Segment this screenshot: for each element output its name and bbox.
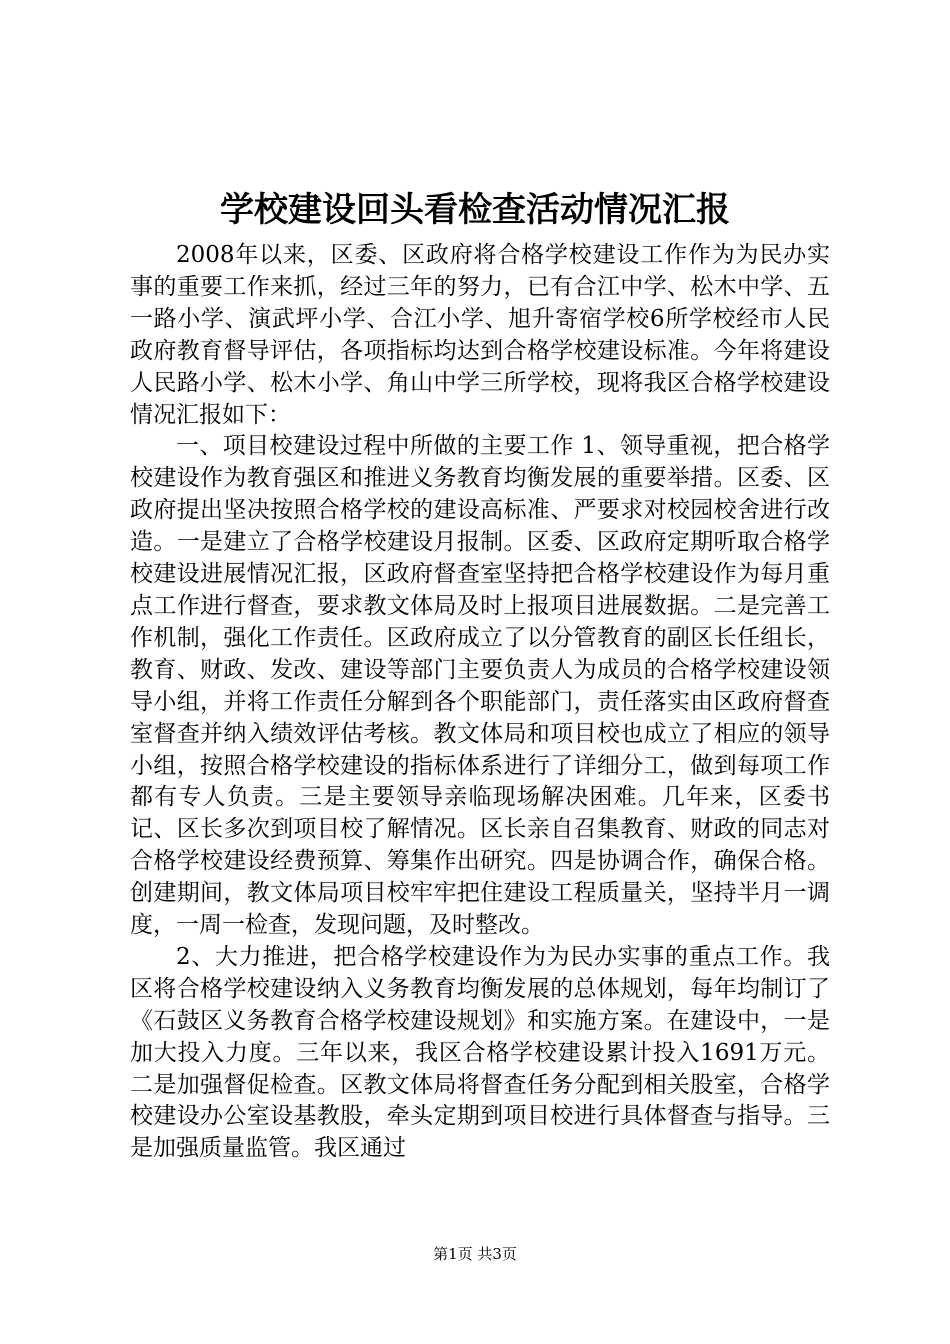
document-title: 学校建设回头看检查活动情况汇报 [220, 190, 730, 230]
paragraph-intro: 2008年以来，区委、区政府将合格学校建设工作作为为民办实事的重要工作来抓，经过三年的努力，已有合江中学、松木中学、五一路小学、演武坪小学、合江小学、旭升寄宿学校6所学校经市人民政府教育督导评估，各项指标均达到合格学校建设标准。今年将建设人民路小学、松木小学、角山中学三所学校，现将我区合格学校建设情况汇报如下： [130, 242, 830, 428]
document-body [130, 240, 830, 1165]
paragraph-section-one: 一、项目校建设过程中所做的主要工作 1、领导重视，把合格学校建设作为教育强区和推进义务教育均衡发展的重要举措。区委、区政府提出坚决按照合格学校的建设高标准、严要求对校园校舍进行改造。一是建立了合格学校建设月报制。区委、区政府定期听取合格学校建设进展情况汇报，区政府督查室坚持把合格学校建设作为每月重点工作进行督查，要求教文体局及时上报项目进展数据。二是完善工作机制，强化工作责任。区政府成立了以分管教育的副区长任组长，教育、财政、发改、建设等部门主要负责人为成员的合格学校建设领导小组，并将工作责任分解到各个职能部门，责任落实由区政府督查室督查并纳入绩效评估考核。教文体局和项目校也成立了相应的领导小组，按照合格学校建设的指标体系进行了详细分工，做到每项工作都有专人负责。三是主要领导亲临现场解决困难。几年来，区委书记、区长多次到项目校了解情况。区长亲自召集教育、财政的同志对合格学校建设经费预算、筹集作出研究。四是协调合作，确保合格。创建期间，教文体局项目校牢牢把住建设工程质量关，坚持半月一调度，一周一检查，发现问题，及时整改。 [130, 433, 830, 939]
page-total: 共3页 [477, 1245, 517, 1263]
page-number: 第1页 [433, 1245, 473, 1263]
page-footer [0, 1244, 950, 1264]
paragraph-section-two: 2、大力推进，把合格学校建设作为为民办实事的重点工作。我区将合格学校建设纳入义务教育均衡发展的总体规划，每年均制订了《石鼓区义务教育合格学校建设规划》和实施方案。在建设中，一是加大投入力度。三年以来，我区合格学校建设累计投入1691万元。二是加强督促检查。区教文体局将督查任务分配到相关股室，合格学校建设办公室设基教股，牵头定期到项目校进行具体督查与指导。三是加强质量监管。我区通过 [130, 943, 830, 1162]
